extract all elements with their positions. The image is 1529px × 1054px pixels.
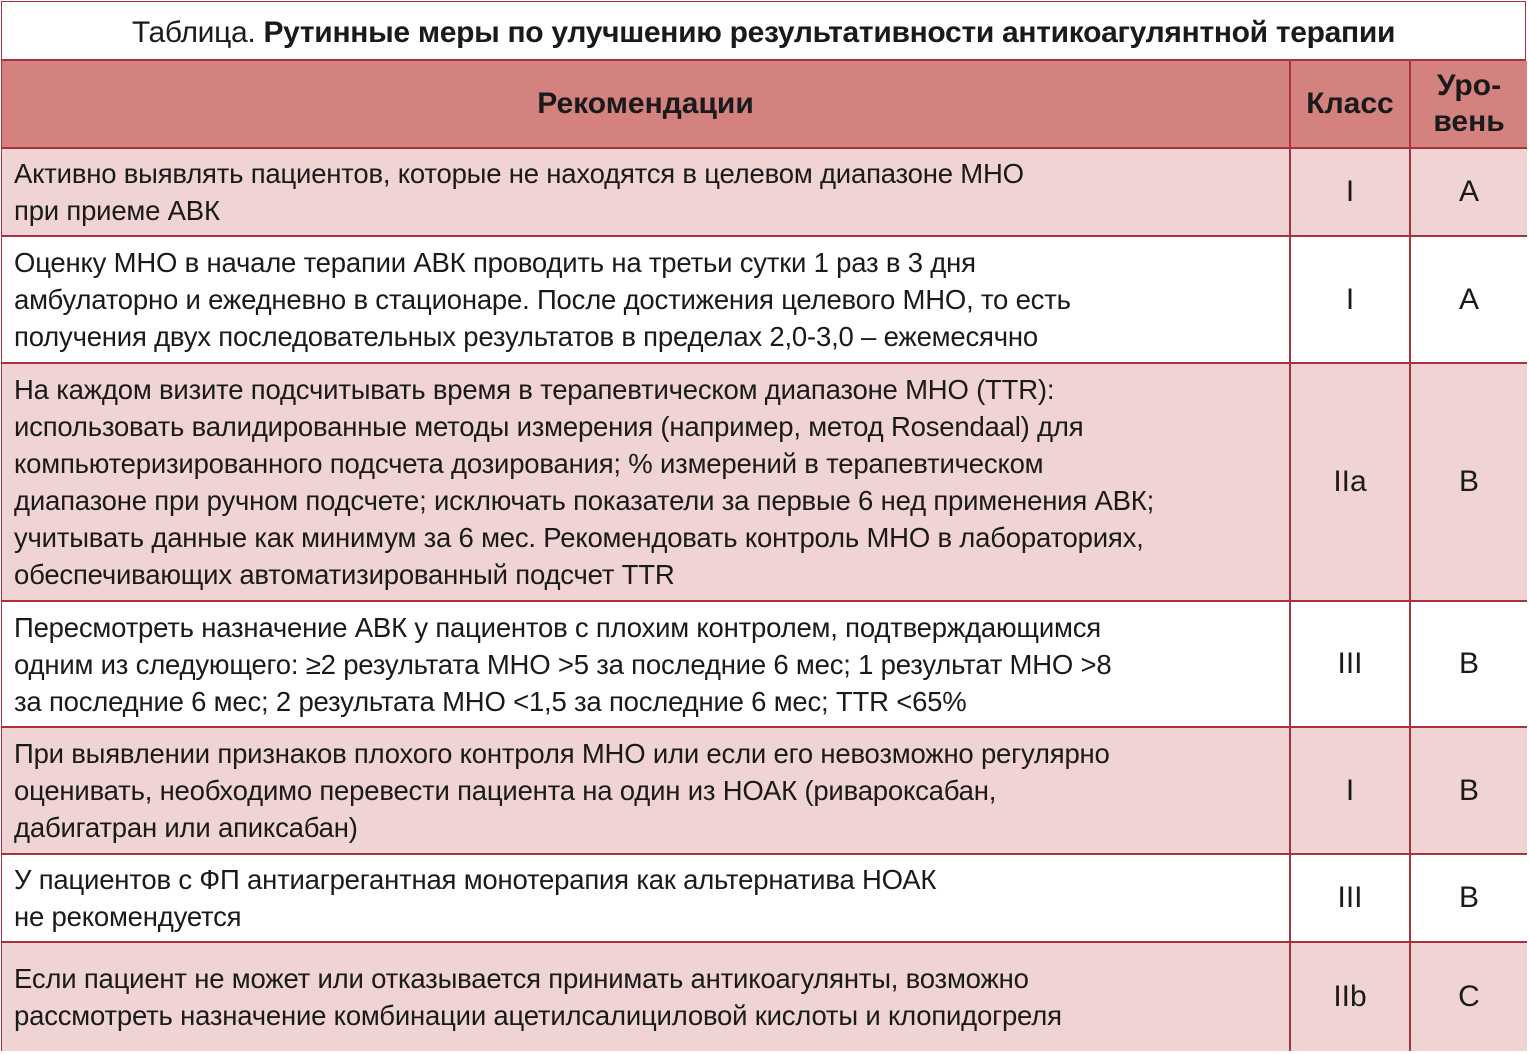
recommendation-line: Оценку МНО в начале терапии АВК проводить на третьи сутки 1 раз в 3 дня <box>14 247 976 278</box>
header-level <box>1410 61 1527 148</box>
recommendation-line: амбулаторно и ежедневно в стационаре. После достижения целевого МНО, то есть <box>14 284 1071 315</box>
level-cell: C <box>1410 942 1527 1051</box>
recommendation-line: за последние 6 мес; 2 результата МНО <1,5 за последние 6 мес; TTR <65% <box>14 685 967 717</box>
recommendation-cell <box>2 148 1290 236</box>
recommendation-line: одним из следующего: ≥2 результата МНО >5 за последние 6 мес; 1 результат МНО >8 <box>14 648 1112 680</box>
level-cell: B <box>1410 854 1527 942</box>
level-cell: B <box>1410 601 1527 727</box>
recommendations-table-frame <box>1 1 1526 1051</box>
level-cell: A <box>1410 236 1527 363</box>
table-title-text: Рутинные меры по улучшению результативности антикоагулянтной терапии <box>263 16 1396 49</box>
recommendation-line: обеспечивающих автоматизированный подсчет TTR <box>14 559 675 590</box>
class-cell: I <box>1290 148 1410 236</box>
recommendation-cell <box>2 363 1290 601</box>
recommendation-line: диапазоне при ручном подсчете; исключать показатели за первые 6 нед применения АВК; <box>14 485 1155 516</box>
class-cell: I <box>1290 727 1410 854</box>
recommendation-cell <box>2 236 1290 363</box>
header-class: Класс <box>1290 61 1410 148</box>
table-row <box>2 727 1527 854</box>
recommendation-line: дабигатран или апиксабан) <box>14 812 358 843</box>
class-cell: IIb <box>1290 942 1410 1051</box>
recommendation-line: Если пациент не может или отказывается принимать антикоагулянты, возможно <box>14 963 1029 994</box>
class-cell: III <box>1290 854 1410 942</box>
recommendation-line: использовать валидированные методы измерения (например, метод Rosendaal) для <box>14 411 1084 442</box>
recommendation-cell <box>2 942 1290 1051</box>
recommendation-cell <box>2 601 1290 727</box>
recommendation-line: Пересмотреть назначение АВК у пациентов с плохим контролем, подтверждающимся <box>14 611 1101 643</box>
recommendation-line: при приеме АВК <box>14 195 220 226</box>
header-recommendations: Рекомендации <box>2 61 1290 148</box>
class-cell: III <box>1290 601 1410 727</box>
recommendation-line: получения двух последовательных результатов в пределах 2,0-3,0 – ежемесячно <box>14 321 1038 352</box>
header-level-line1: Уро- <box>1436 69 1502 102</box>
table-header-row <box>2 61 1527 148</box>
table-row <box>2 942 1527 1051</box>
table-row <box>2 601 1527 727</box>
level-cell: A <box>1410 148 1527 236</box>
table-row <box>2 854 1527 942</box>
recommendation-line: учитывать данные как минимум за 6 мес. Рекомендовать контроль МНО в лабораториях, <box>14 522 1144 553</box>
recommendation-line: компьютеризированного подсчета дозирования; % измерений в терапевтическом <box>14 448 1044 479</box>
recommendation-cell <box>2 854 1290 942</box>
level-cell: B <box>1410 363 1527 601</box>
header-level-line2: вень <box>1433 105 1505 138</box>
recommendation-line: Активно выявлять пациентов, которые не находятся в целевом диапазоне МНО <box>14 158 1024 189</box>
recommendation-line: При выявлении признаков плохого контроля МНО или если его невозможно регулярно <box>14 738 1110 769</box>
class-cell: I <box>1290 236 1410 363</box>
table-row <box>2 363 1527 601</box>
recommendations-table <box>2 61 1527 1051</box>
recommendation-line: рассмотреть назначение комбинации ацетилсалициловой кислоты и клопидогреля <box>14 1000 1062 1031</box>
recommendation-line: На каждом визите подсчитывать время в терапевтическом диапазоне МНО (TTR): <box>14 374 1055 405</box>
table-row <box>2 148 1527 236</box>
class-cell: IIa <box>1290 363 1410 601</box>
table-row <box>2 236 1527 363</box>
recommendation-line: не рекомендуется <box>14 901 242 932</box>
level-cell: B <box>1410 727 1527 854</box>
recommendation-line: оценивать, необходимо перевести пациента на один из НОАК (ривароксабан, <box>14 775 997 806</box>
table-title <box>2 2 1525 61</box>
table-title-prefix: Таблица. <box>131 16 256 49</box>
recommendation-cell <box>2 727 1290 854</box>
recommendation-line: У пациентов с ФП антиагрегантная монотерапия как альтернатива НОАК <box>14 864 937 895</box>
